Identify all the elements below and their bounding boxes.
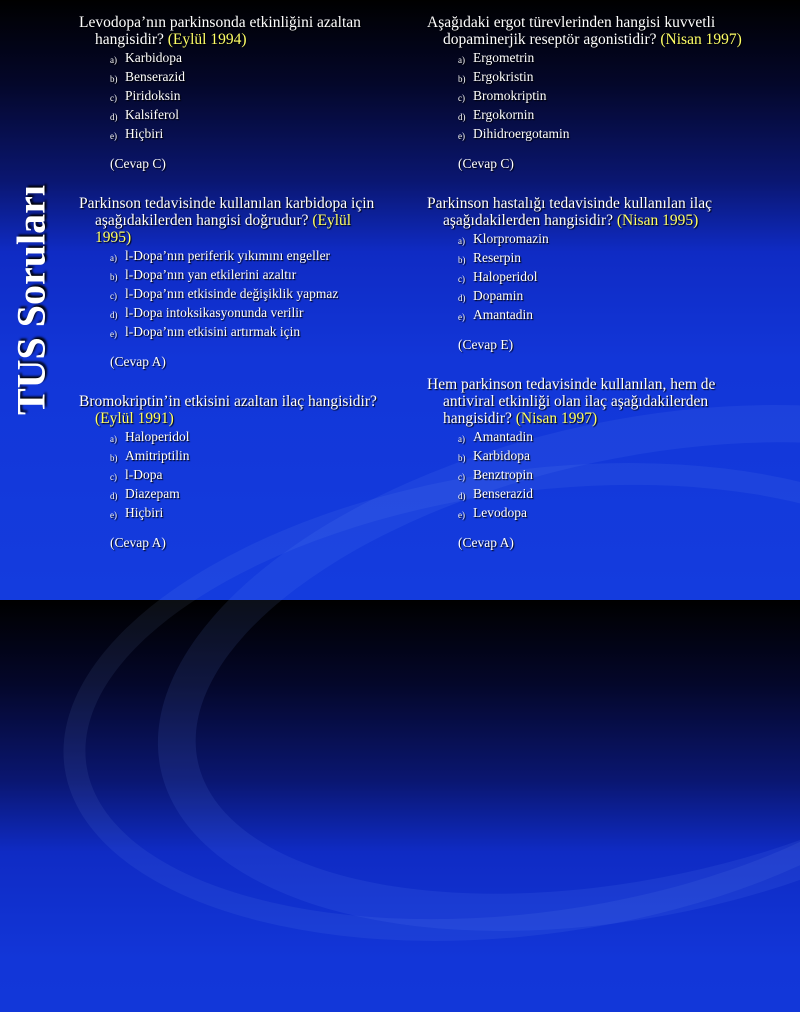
option-text: Levodopa	[473, 505, 527, 520]
left-column	[79, 14, 384, 574]
question	[79, 14, 384, 172]
option-text: Dopamin	[473, 288, 524, 303]
side-title	[8, 170, 54, 430]
option-text: l-Dopa’nın yan etkilerini azaltır	[125, 267, 297, 282]
question	[427, 195, 767, 353]
option-text: Hiçbiri	[125, 126, 164, 141]
option-letter: a)	[458, 55, 465, 65]
side-title-text: TUS Soruları	[8, 184, 54, 416]
question-stem	[79, 393, 384, 427]
option-letter: c)	[458, 472, 465, 482]
option-text: Kalsiferol	[125, 107, 179, 122]
question-text: Bromokriptin’in etkisini azaltan ilaç hangisidir?	[79, 393, 377, 410]
option-letter: c)	[458, 274, 465, 284]
option-letter: b)	[458, 453, 466, 463]
question	[427, 376, 767, 551]
question-text: Aşağıdaki ergot türevlerinden hangisi kuvvetli dopaminerjik reseptör agonistidir?	[427, 14, 716, 48]
option-letter: d)	[458, 491, 466, 501]
option-text: Amitriptilin	[125, 448, 190, 463]
question-year: (Nisan 1995)	[616, 212, 699, 229]
option-letter: a)	[458, 434, 465, 444]
answer: (Cevap A)	[110, 354, 166, 369]
option	[427, 448, 767, 464]
option	[79, 248, 384, 264]
option-letter: c)	[110, 291, 117, 301]
option-text: l-Dopa’nın etkisini artırmak için	[125, 324, 301, 339]
answer: (Cevap A)	[110, 535, 166, 550]
option-letter: b)	[110, 453, 118, 463]
option-letter: e)	[458, 510, 465, 520]
option-letter: e)	[458, 131, 465, 141]
option-text: l-Dopa	[125, 467, 163, 482]
question-year: (Eylül 1991)	[95, 410, 174, 427]
option	[427, 250, 767, 266]
option	[427, 307, 767, 323]
option	[427, 486, 767, 502]
question-year: (Nisan 1997)	[515, 410, 598, 427]
option-text: l-Dopa intoksikasyonunda verilir	[125, 305, 304, 320]
option	[79, 429, 384, 445]
option-letter: e)	[458, 312, 465, 322]
option	[79, 286, 384, 302]
options-list	[427, 429, 767, 521]
option	[427, 50, 767, 66]
question-stem	[427, 195, 767, 229]
option	[79, 448, 384, 464]
option-letter: b)	[458, 255, 466, 265]
question	[427, 14, 767, 172]
option-letter: c)	[110, 93, 117, 103]
option	[427, 467, 767, 483]
option	[79, 126, 384, 142]
option-text: Amantadin	[473, 307, 533, 322]
option-text: Hiçbiri	[125, 505, 164, 520]
option	[79, 305, 384, 321]
option-text: Amantadin	[473, 429, 533, 444]
option-letter: d)	[458, 293, 466, 303]
option	[79, 50, 384, 66]
option-letter: d)	[110, 491, 118, 501]
question-stem	[427, 14, 767, 48]
option	[427, 107, 767, 123]
option-text: Haloperidol	[125, 429, 190, 444]
question	[79, 195, 384, 370]
options-list	[79, 50, 384, 142]
question-year: (Nisan 1997)	[660, 31, 742, 48]
option-letter: b)	[110, 74, 118, 84]
option-letter: e)	[110, 510, 117, 520]
option	[427, 288, 767, 304]
option-text: Ergokristin	[473, 69, 534, 84]
option-letter: b)	[110, 272, 118, 282]
option-letter: e)	[110, 131, 117, 141]
option-letter: a)	[110, 434, 117, 444]
option-text: Karbidopa	[125, 50, 182, 65]
question-text: Parkinson hastalığı tedavisinde kullanılan ilaç aşağıdakilerden hangisidir?	[427, 195, 712, 229]
option-text: Dihidroergotamin	[473, 126, 570, 141]
option-text: Haloperidol	[473, 269, 538, 284]
option	[79, 267, 384, 283]
question-text: Parkinson tedavisinde kullanılan karbidopa için aşağıdakilerden hangisi doğrudur?	[79, 195, 375, 229]
option-text: Benztropin	[473, 467, 533, 482]
option-text: Reserpin	[473, 250, 521, 265]
question-text: Hem parkinson tedavisinde kullanılan, hem de antiviral etkinliği olan ilaç aşağıdakilerden hangisidir?	[427, 376, 716, 427]
option	[79, 505, 384, 521]
option	[79, 107, 384, 123]
option	[427, 429, 767, 445]
option-text: Diazepam	[125, 486, 180, 501]
option	[79, 88, 384, 104]
options-list	[79, 248, 384, 340]
question-text: Levodopa’nın parkinsonda etkinliğini azaltan hangisidir?	[79, 14, 361, 48]
answer: (Cevap C)	[458, 156, 514, 171]
question-year: (Eylül 1995)	[95, 212, 352, 246]
options-list	[79, 429, 384, 521]
option	[427, 231, 767, 247]
right-column	[427, 14, 767, 574]
option-letter: c)	[110, 472, 117, 482]
question-stem	[79, 14, 384, 48]
option	[427, 126, 767, 142]
option-letter: e)	[110, 329, 117, 339]
answer: (Cevap C)	[110, 156, 166, 171]
option-text: Ergometrin	[473, 50, 535, 65]
option	[79, 467, 384, 483]
option-text: Karbidopa	[473, 448, 530, 463]
answer: (Cevap E)	[458, 337, 514, 352]
option	[79, 324, 384, 340]
option	[79, 69, 384, 85]
option	[79, 486, 384, 502]
option-letter: d)	[110, 310, 118, 320]
option-letter: a)	[110, 253, 117, 263]
option	[427, 88, 767, 104]
option-text: l-Dopa’nın periferik yıkımını engeller	[125, 248, 331, 263]
options-list	[427, 231, 767, 323]
option-letter: b)	[458, 74, 466, 84]
option-text: Piridoksin	[125, 88, 181, 103]
question-stem	[79, 195, 384, 246]
option-text: Benserazid	[473, 486, 533, 501]
option-text: Klorpromazin	[473, 231, 549, 246]
option-text: Ergokornin	[473, 107, 535, 122]
option-text: l-Dopa’nın etkisinde değişiklik yapmaz	[125, 286, 339, 301]
option-text: Bromokriptin	[473, 88, 547, 103]
option-text: Benserazid	[125, 69, 185, 84]
question-year: (Eylül 1994)	[167, 31, 247, 48]
option-letter: c)	[458, 93, 465, 103]
option-letter: a)	[110, 55, 117, 65]
option-letter: d)	[458, 112, 466, 122]
option	[427, 69, 767, 85]
option	[427, 505, 767, 521]
options-list	[427, 50, 767, 142]
question	[79, 393, 384, 551]
question-stem	[427, 376, 767, 427]
option-letter: a)	[458, 236, 465, 246]
option	[427, 269, 767, 285]
option-letter: d)	[110, 112, 118, 122]
answer: (Cevap A)	[458, 535, 514, 550]
